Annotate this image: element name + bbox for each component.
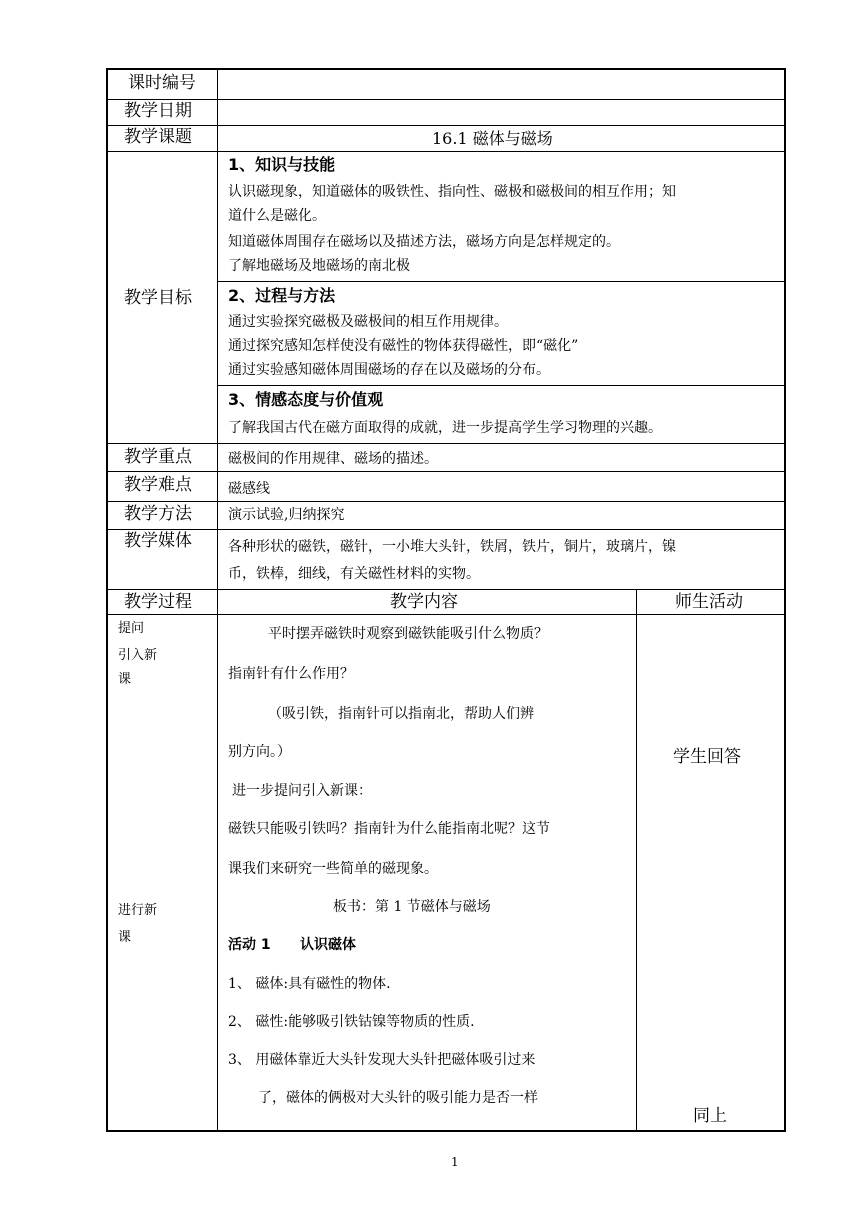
lesson-number-label: 课时编号 (128, 73, 196, 93)
page-number: 1 (451, 1155, 459, 1169)
activity-label: 活动 1 (228, 937, 271, 953)
emotion-heading: 3、情感态度与价值观 (228, 390, 384, 409)
content-line: 别方向。） (228, 744, 291, 760)
content-line: 进一步提问引入新课： (232, 783, 372, 799)
knowledge-line: 认识磁现象，知道磁体的吸铁性、指向性、磁极和磁极间的相互作用；知 (228, 184, 676, 200)
stage-label: 课 (118, 672, 132, 687)
key-points-value: 磁极间的作用规律、磁场的描述。 (228, 451, 438, 467)
topic-label: 教学课题 (124, 127, 192, 147)
activity-title: 认识磁体 (300, 937, 356, 953)
knowledge-line: 了解地磁场及地磁场的南北极 (228, 258, 410, 274)
difficulties-label: 教学难点 (124, 475, 192, 495)
process-col-header: 教学过程 (124, 592, 192, 612)
process-heading: 2、过程与方法 (228, 286, 336, 305)
content-line: （吸引铁，指南针可以指南北，帮助人们辨 (268, 706, 534, 722)
stage-label: 提问 (118, 621, 145, 636)
knowledge-line: 道什么是磁化。 (228, 208, 326, 224)
stage-label: 课 (118, 930, 132, 945)
stage-label: 引入新 (118, 648, 158, 663)
content-line: 3、 用磁体靠近大头针发现大头针把磁体吸引过来 (228, 1052, 536, 1068)
key-points-label: 教学重点 (124, 447, 192, 467)
objectives-label: 教学目标 (124, 288, 192, 308)
methods-label: 教学方法 (124, 504, 192, 524)
content-line: 指南针有什么作用？ (228, 666, 354, 682)
knowledge-heading: 1、知识与技能 (228, 155, 336, 174)
content-line: 2、 磁性:能够吸引铁钴镍等物质的性质. (228, 1014, 475, 1030)
content-line: 了，磁体的俩极对大头针的吸引能力是否一样 (258, 1090, 538, 1106)
media-line: 各种形状的磁铁，磁针，一小堆大头针，铁屑，铁片，铜片，玻璃片，镍 (228, 539, 676, 555)
process-line: 通过探究感知怎样使没有磁性的物体获得磁性，即“磁化” (228, 338, 579, 354)
student-activity: 学生回答 (673, 747, 741, 767)
emotion-line: 了解我国古代在磁方面取得的成就，进一步提高学生学习物理的兴趣。 (228, 420, 662, 436)
knowledge-line: 知道磁体周围存在磁场以及描述方法，磁场方向是怎样规定的。 (228, 234, 620, 250)
student-activity: 同上 (693, 1106, 727, 1126)
media-label: 教学媒体 (124, 531, 192, 551)
content-line: 磁铁只能吸引铁吗？指南针为什么能指南北呢？这节 (228, 821, 550, 837)
teaching-date-label: 教学日期 (124, 101, 192, 121)
difficulties-value: 磁感线 (228, 481, 270, 497)
media-line: 币，铁棒，细线，有关磁性材料的实物。 (228, 566, 480, 582)
topic-value: 16.1 磁体与磁场 (432, 129, 553, 148)
process-line: 通过实验感知磁体周围磁场的存在以及磁场的分布。 (228, 362, 550, 378)
stage-label: 进行新 (118, 903, 158, 918)
activity-col-header: 师生活动 (675, 592, 743, 612)
process-line: 通过实验探究磁极及磁极间的相互作用规律。 (228, 314, 508, 330)
content-line: 平时摆弄磁铁时观察到磁铁能吸引什么物质？ (268, 626, 548, 642)
methods-value: 演示试验,归纳探究 (228, 507, 345, 523)
content-line: 板书：第 1 节磁体与磁场 (333, 899, 491, 915)
content-col-header: 教学内容 (390, 592, 458, 612)
content-line: 1、 磁体:具有磁性的物体. (228, 976, 391, 992)
content-line: 课我们来研究一些简单的磁现象。 (228, 861, 438, 877)
